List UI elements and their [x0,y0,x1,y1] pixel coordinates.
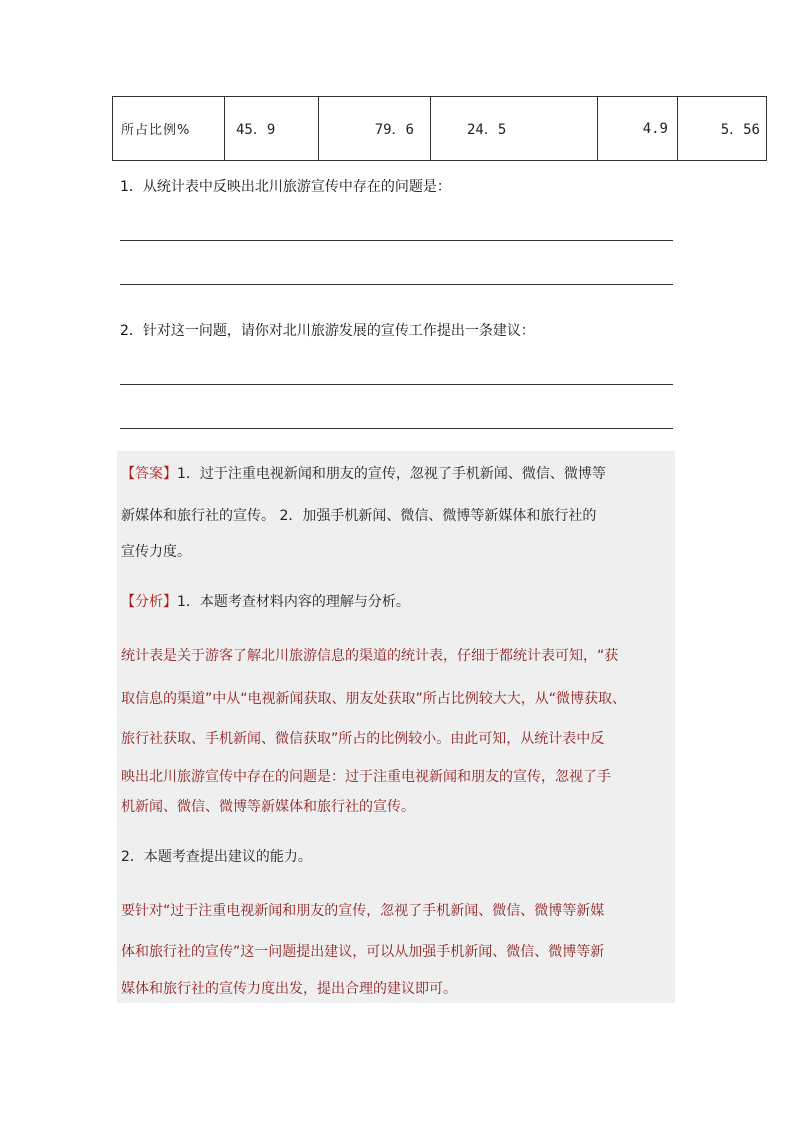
analysis-paragraph-line: 要针对“过于注重电视新闻和朋友的宣传，忽视了手机新闻、微信、微博等新媒 [121,903,605,919]
answer-line [120,240,673,241]
value-cell: 5．56 [678,97,767,161]
analysis-paragraph-line: 机新闻、微信、微博等新媒体和旅行社的宣传。 [121,799,415,815]
analysis-heading-1: 【分析】1．本题考查材料内容的理解与分析。 [121,594,410,610]
value-cell: 45．9 [225,97,319,161]
analysis-paragraph-line: 取信息的渠道”中从“电视新闻获取、朋友处获取”所占比例较大大，从“微博获取、 [121,691,627,707]
question-2: 2．针对这一问题，请你对北川旅游发展的宣传工作提出一条建议： [120,323,535,339]
row-label-cell: 所占比例% [113,97,225,161]
answer-line [120,428,673,429]
analysis-paragraph-line: 媒体和旅行社的宣传力度出发，提出合理的建议即可。 [121,981,457,997]
analysis-paragraph-line: 旅行社获取、手机新闻、微信获取”所占的比例较小。由此可知，从统计表中反 [121,731,605,747]
answer-line-3: 宣传力度。 [121,544,191,560]
answer-line-1: 【答案】1．过于注重电视新闻和朋友的宣传，忽视了手机新闻、微信、微博等 [121,466,606,482]
analysis-tag: 【分析】 [121,594,177,610]
answer-panel [117,451,675,1003]
answer-line [120,384,673,385]
question-1: 1．从统计表中反映出北川旅游宣传中存在的问题是： [120,179,451,195]
analysis-heading-2: 2．本题考查提出建议的能力。 [121,849,312,865]
analysis-paragraph-line: 映出北川旅游宣传中存在的问题是：过于注重电视新闻和朋友的宣传，忽视了手 [121,769,611,785]
analysis-paragraph-line: 统计表是关于游客了解北川旅游信息的渠道的统计表，仔细于都统计表可知，“获 [121,648,619,664]
statistics-table [112,96,767,161]
value-cell: 24．5 [431,97,598,161]
value-cell: 4.9 [598,97,678,161]
answer-line-2: 新媒体和旅行社的宣传。 2．加强手机新闻、微信、微博等新媒体和旅行社的 [121,508,597,524]
answer-tag: 【答案】 [121,466,177,482]
value-cell: 79．6 [319,97,431,161]
analysis-paragraph-line: 体和旅行社的宣传”这一问题提出建议，可以从加强手机新闻、微信、微博等新 [121,944,605,960]
answer-line [120,284,673,285]
table-row [113,97,767,161]
